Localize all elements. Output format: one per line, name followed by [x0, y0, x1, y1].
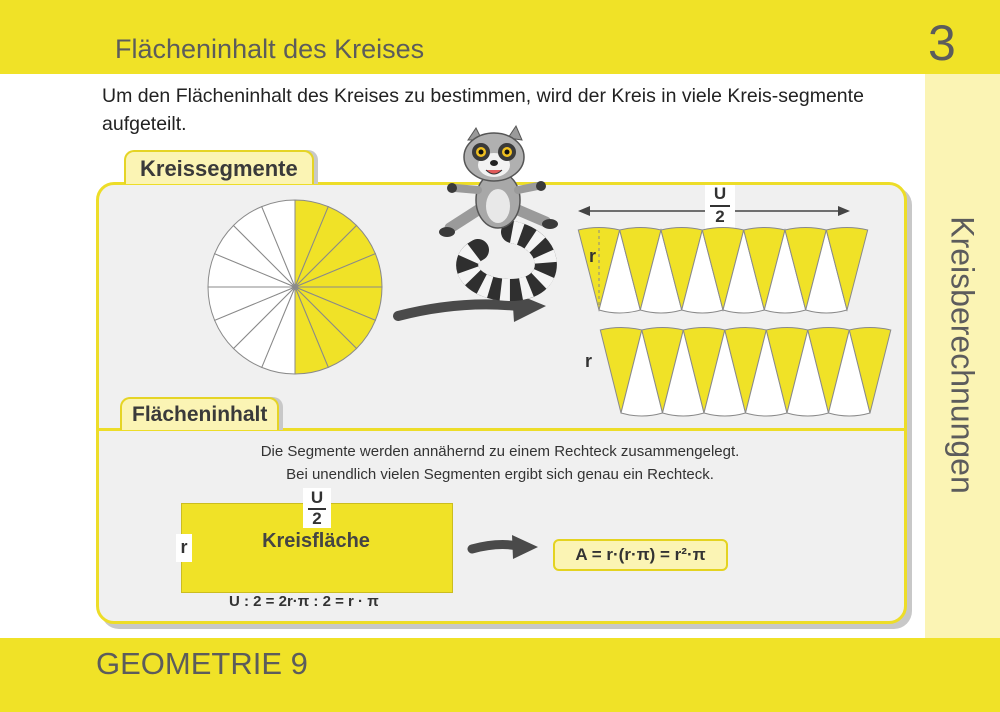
explanation-line-2: Bei unendlich vielen Segmenten ergibt sich genau ein Rechteck.	[286, 466, 714, 483]
segment-strip-bottom	[600, 328, 891, 417]
segment-strip-top	[578, 228, 867, 314]
bottom-strip-radius-label: r	[585, 351, 593, 371]
explanation-text	[140, 440, 860, 486]
side-label: Kreisberechnungen	[944, 216, 981, 494]
segmented-circle	[208, 200, 382, 374]
rect-frac-denominator: 2	[312, 509, 322, 528]
explanation-line-1: Die Segmente werden annähernd zu einem Rechteck zusammengelegt.	[260, 443, 740, 460]
top-strip-radius-label: r	[589, 246, 597, 266]
strip-frac-denominator: 2	[715, 207, 725, 226]
tab-kreissegmente: Kreissegmente	[124, 150, 314, 184]
circumference-formula: U : 2 = 2r·π : 2 = r · π	[229, 593, 379, 610]
footer-label: GEOMETRIE 9	[96, 646, 308, 681]
tab-flaecheninhalt: Flächeninhalt	[120, 397, 279, 430]
intro-text: Um den Flächeninhalt des Kreises zu bestimmen, wird der Kreis in viele Kreis-segmente aufgeteilt.	[102, 85, 864, 135]
arrow-to-formula-icon	[472, 535, 538, 559]
strip-frac-numerator: U	[713, 184, 727, 203]
rectangle-label: Kreisfläche	[262, 530, 370, 552]
area-formula: A = r·(r·π) = r²·π	[553, 539, 728, 571]
page-title: Flächeninhalt des Kreises	[115, 34, 425, 64]
rectangle-radius-label: r	[176, 534, 192, 562]
lemur-mascot-icon	[439, 126, 558, 290]
page-number: 3	[928, 15, 956, 71]
rect-frac-numerator: U	[310, 488, 324, 507]
